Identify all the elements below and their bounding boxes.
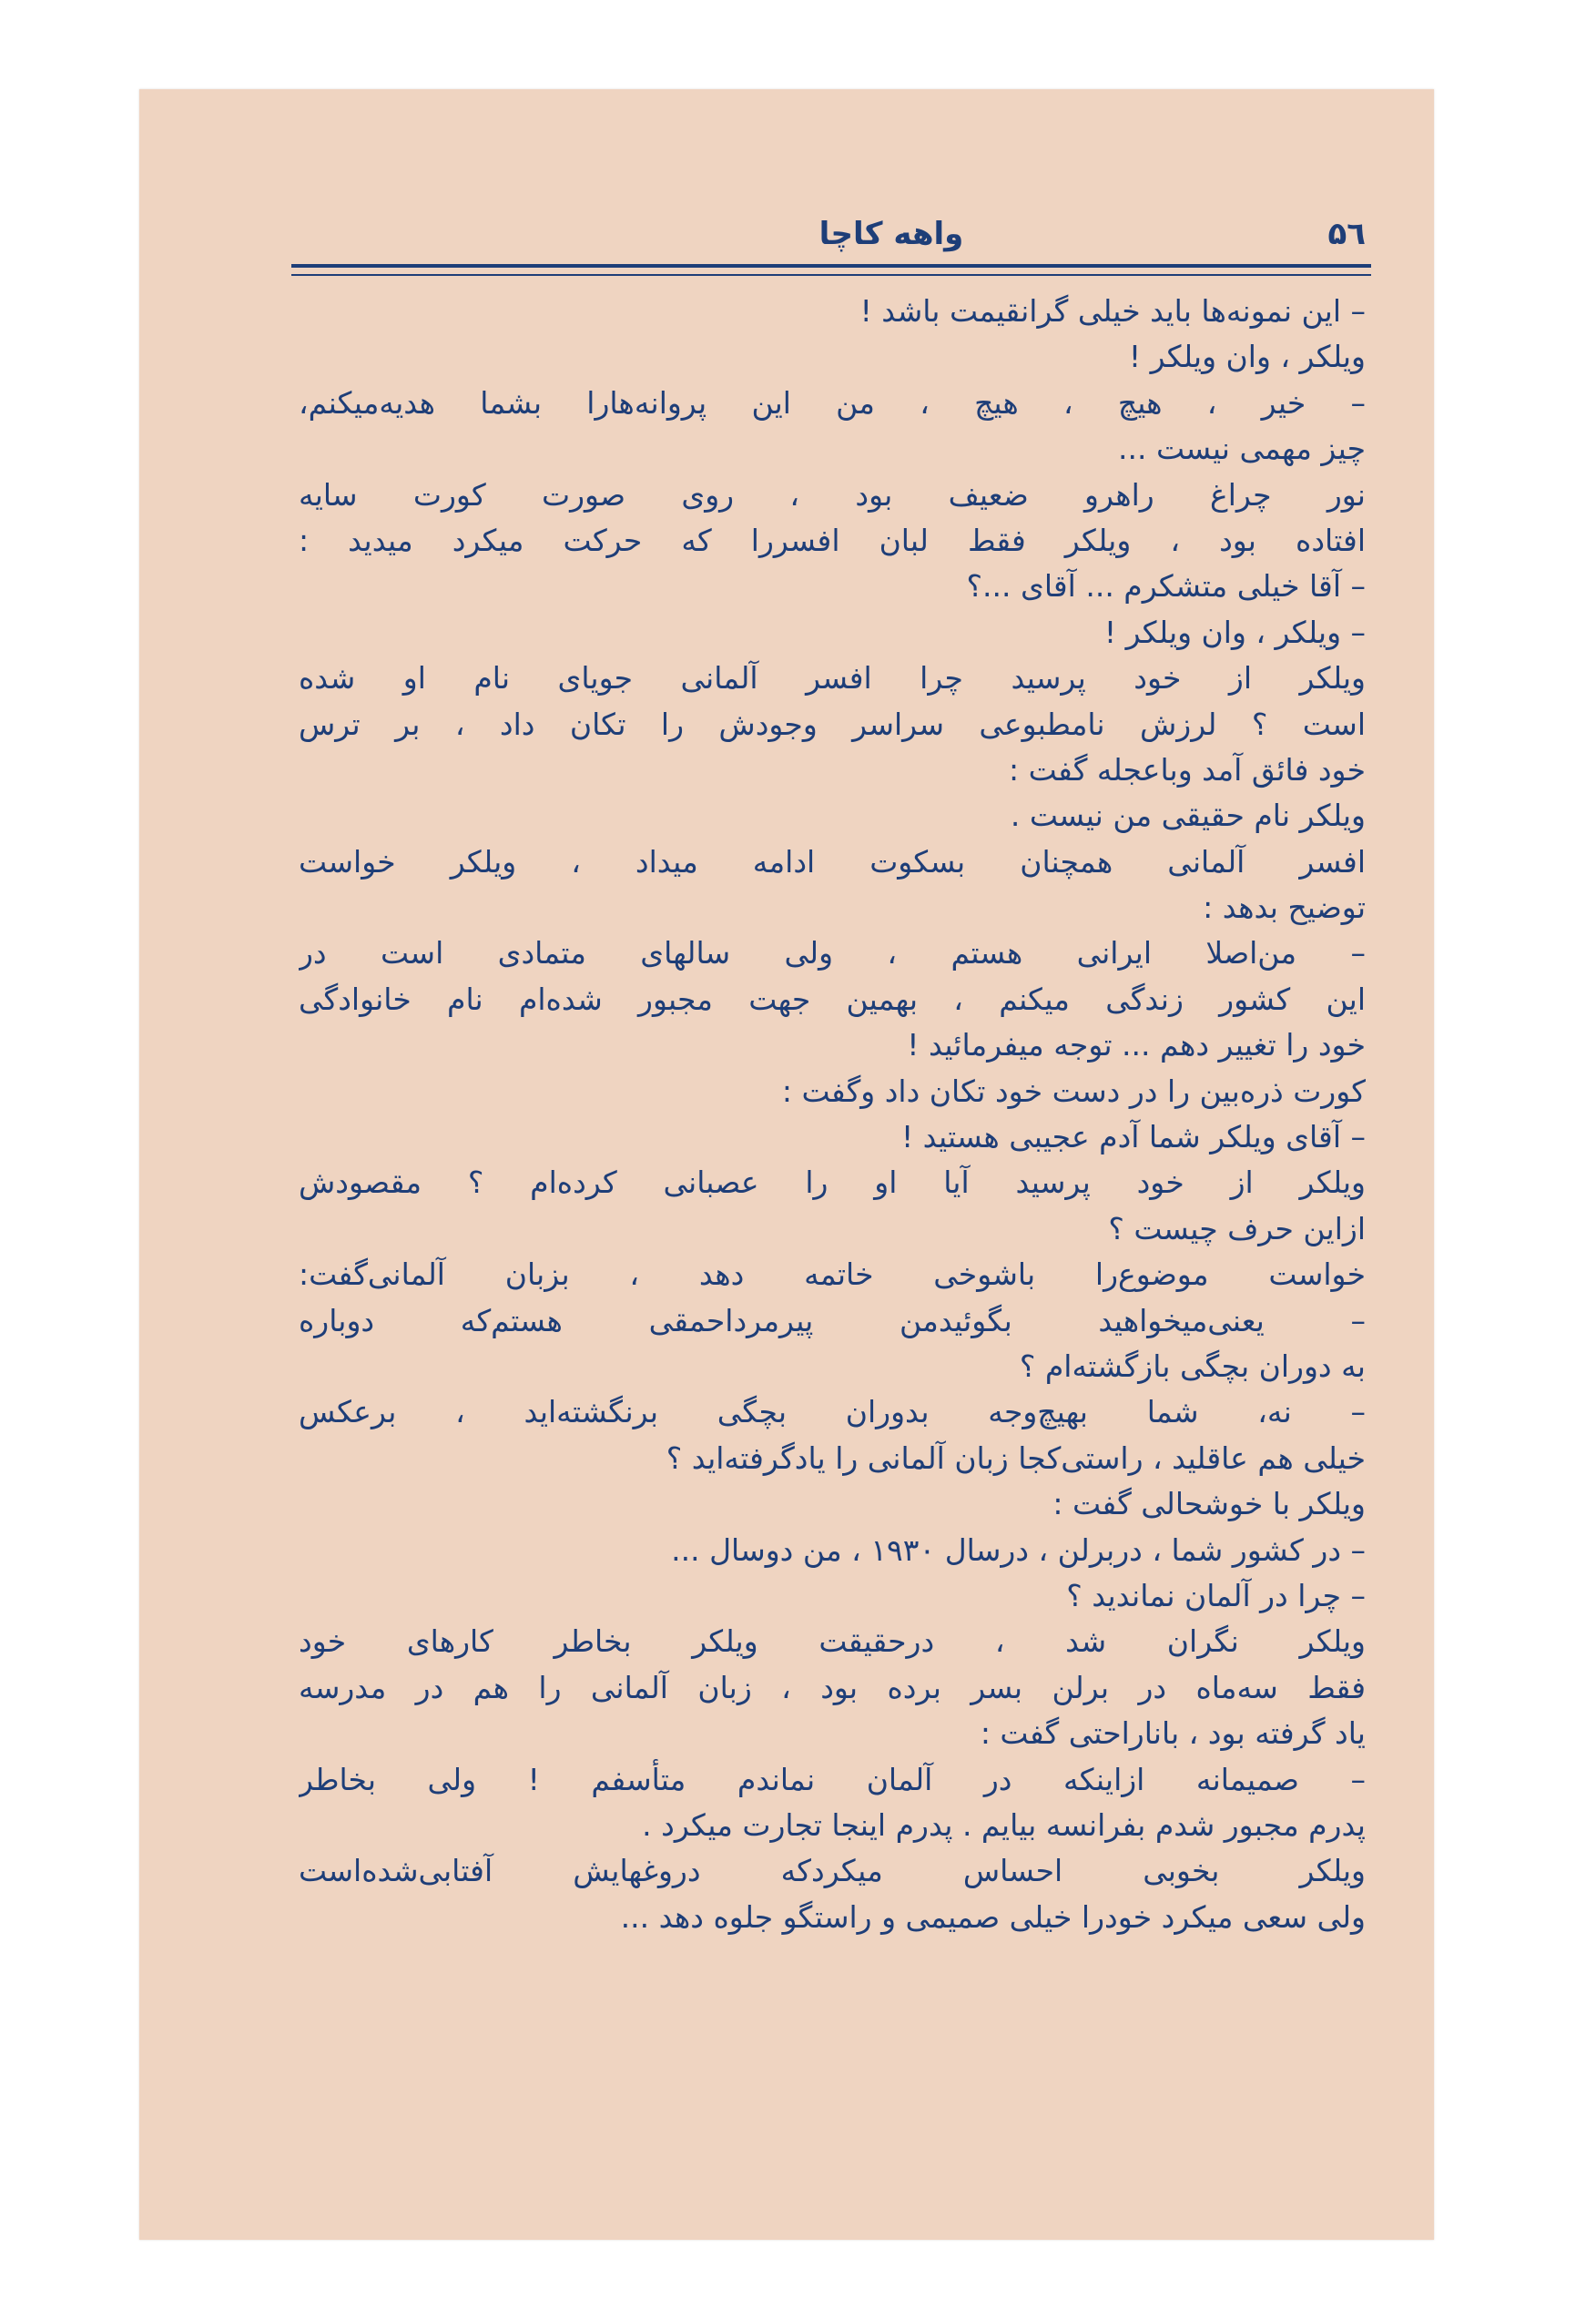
text-line: این کشور زندگی میکنم ، بهمین جهت مجبور شده‌ام نام خانوادگی — [299, 981, 1366, 1017]
text-line: ازاین حرف چیست ؟ — [1108, 1210, 1366, 1246]
text-line: ولی سعی میکرد خودرا خیلی صمیمی و راستگو جلوه دهد ... — [620, 1898, 1366, 1935]
text-line: ویلکر بخوبی احساس میکردکه دروغهایش آفتابی‌شده‌است — [299, 1853, 1366, 1889]
text-line: ویلکر از خود پرسید چرا افسر آلمانی جویای نام او شده — [299, 660, 1366, 697]
page-header — [299, 216, 1366, 252]
text-line: – من‌اصلا ایرانی هستم ، ولی سالهای متمادی است در — [299, 935, 1366, 971]
text-line: خود را تغییر دهم ... توجه میفرمائید ! — [907, 1027, 1366, 1063]
header-rule-thick — [291, 264, 1371, 268]
text-line: چیز مهمی نیست ... — [1118, 431, 1366, 467]
text-line: به دوران بچگی بازگشته‌ام ؟ — [1019, 1348, 1366, 1384]
text-line: خیلی هم عاقلید ، راستی‌کجا زبان آلمانی را یادگرفته‌اید ؟ — [666, 1439, 1366, 1476]
text-line: ویلکر با خوشحالی گفت : — [1052, 1486, 1366, 1522]
text-line: ویلکر نام حقیقی من نیست . — [1010, 798, 1366, 834]
header-rule-thin — [291, 274, 1371, 276]
text-line: – آقا خیلی متشکرم ... آقای ...؟ — [966, 568, 1366, 605]
text-line: پدرم مجبور شدم بفرانسه بیایم . پدرم اینجا تجارت میکرد . — [642, 1806, 1366, 1843]
text-line: – نه، شما بهیچ‌وجه بدوران بچگی برنگشته‌اید ، برعکس — [299, 1394, 1366, 1430]
text-line: – یعنی‌میخواهید بگوئیدمن پیرمرداحمقی هستم‌که دوباره — [299, 1302, 1366, 1338]
page-number: ۵٦ — [1327, 216, 1366, 252]
text-line: کورت ذره‌بین را در دست خود تکان داد وگفت : — [781, 1073, 1366, 1109]
text-line: خود فائق آمد وباعجله گفت : — [1008, 751, 1366, 788]
text-line: یاد گرفته بود ، باناراحتی گفت : — [980, 1715, 1366, 1752]
text-line: ویلکر از خود پرسید آیا او را عصبانی کرده‌ام ؟ مقصودش — [299, 1165, 1366, 1201]
text-line: فقط سه‌ماه در برلن بسر برده بود ، زبان آلمانی را هم در مدرسه — [299, 1669, 1366, 1705]
text-line: – خیر ، هیچ ، هیچ ، من این پروانه‌هارا بشما هدیه‌میکنم، — [299, 384, 1366, 421]
text-line: – آقای ویلکر شما آدم عجیبی هستید ! — [900, 1119, 1366, 1155]
text-line: – صمیمانه ازاینکه در آلمان نماندم متأسفم ! ولی بخاطر — [299, 1761, 1366, 1797]
text-line: توضیح بدهد : — [1203, 890, 1366, 926]
text-line: نور چراغ راهرو ضعیف بود ، روی صورت کورت سایه — [299, 476, 1366, 513]
text-line: – این نمونه‌ها باید خیلی گرانقیمت باشد ! — [859, 293, 1366, 329]
text-line: ویلکر ، وان ویلکر ! — [1128, 339, 1366, 375]
text-line: است ؟ لرزش نامطبوعی سراسر وجودش را تکان داد ، بر ترس — [299, 706, 1366, 742]
body-text — [299, 289, 1366, 1940]
text-line: افسر آلمانی همچنان بسکوت ادامه میداد ، ویلکر خواست — [299, 843, 1366, 880]
text-line: – ویلکر ، وان ویلکر ! — [1103, 614, 1366, 650]
text-line: افتاده بود ، ویلکر فقط لبان افسررا که حرکت میکرد میدید : — [299, 522, 1366, 558]
text-line: – چرا در آلمان نماندید ؟ — [1066, 1577, 1366, 1613]
text-line: خواست موضوع‌را باشوخی خاتمه دهد ، بزبان آلمانی‌گفت: — [299, 1256, 1366, 1293]
text-line: – در کشور شما ، دربرلن ، درسال ۱۹۳۰ ، من دوسال ... — [671, 1531, 1366, 1568]
text-line: ویلکر نگران شد ، درحقیقت ویلکر بخاطر کارهای خود — [299, 1623, 1366, 1660]
running-title: واهه کاچا — [818, 216, 964, 252]
